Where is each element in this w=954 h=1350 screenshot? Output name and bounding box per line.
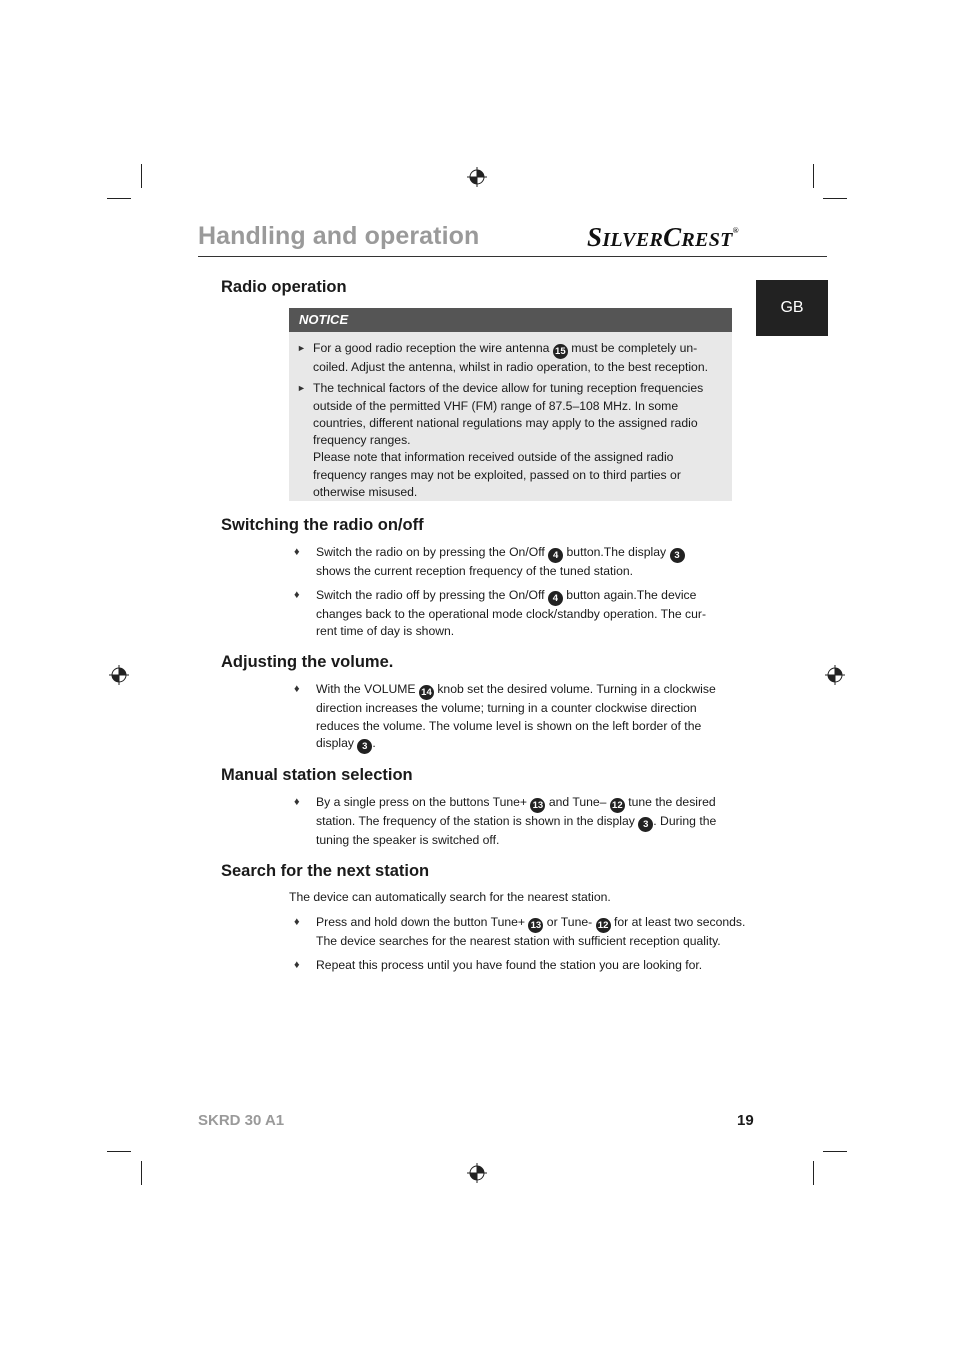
registration-mark-icon <box>467 167 487 187</box>
notice-label: NOTICE <box>289 308 732 332</box>
footer-model-number: SKRD 30 A1 <box>198 1112 285 1129</box>
language-tab: GB <box>756 280 828 336</box>
registration-mark-icon <box>109 665 129 685</box>
crop-mark <box>823 1151 847 1152</box>
page-header-title: Handling and operation <box>198 222 480 250</box>
section-heading-switching: Switching the radio on/off <box>221 516 424 534</box>
page-number: 19 <box>737 1112 754 1129</box>
list-item: ♦ With the VOLUME 14 knob set the desired volume. Turning in a clockwise direction increases the volume; turning in a counter clockwise direction reduces the volume. The volume level is shown on the left border of the display 3 . <box>294 682 716 753</box>
notice-box <box>289 308 732 501</box>
callout-number: 3 <box>670 548 685 563</box>
crop-mark <box>813 164 814 188</box>
crop-mark <box>107 198 131 199</box>
volume-list <box>289 681 739 760</box>
crop-mark <box>813 1161 814 1185</box>
callout-number: 15 <box>553 344 568 359</box>
diamond-bullet-icon: ♦ <box>294 546 300 558</box>
search-list <box>289 914 746 980</box>
registration-mark-icon <box>467 1163 487 1183</box>
diamond-bullet-icon: ♦ <box>294 916 300 928</box>
header-divider <box>198 256 827 257</box>
arrow-bullet-icon: ► <box>297 383 306 394</box>
crop-mark <box>141 164 142 188</box>
callout-number: 12 <box>596 918 611 933</box>
callout-number: 3 <box>357 739 372 754</box>
callout-number: 13 <box>528 918 543 933</box>
brand-logo: SILVERCREST® <box>587 222 739 252</box>
callout-number: 4 <box>548 591 563 606</box>
callout-number: 4 <box>548 548 563 563</box>
list-item: ♦ Switch the radio off by pressing the On/Off 4 button again.The device changes back to the operational mode clock/standby operation. The cur- rent time of day is shown. <box>294 587 707 639</box>
list-item: ♦ By a single press on the buttons Tune+ 13 and Tune– 12 tune the desired station. The frequency of the station is shown in the display 3 . During the tuning the speaker is switched off. <box>294 795 717 847</box>
diamond-bullet-icon: ♦ <box>294 683 300 695</box>
crop-mark <box>107 1151 131 1152</box>
list-item: ♦ Press and hold down the button Tune+ 13 or Tune- 12 for at least two seconds. The device searches for the nearest station with sufficient reception quality. <box>294 915 746 948</box>
crop-mark <box>141 1161 142 1185</box>
section-heading-volume: Adjusting the volume. <box>221 653 394 671</box>
diamond-bullet-icon: ♦ <box>294 796 300 808</box>
callout-number: 3 <box>638 817 653 832</box>
notice-item: ► For a good radio reception the wire antenna 15 must be completely un- coiled. Adjust the antenna, whilst in radio operation, to the best reception. <box>297 341 708 374</box>
notice-item: ► The technical factors of the device allow for tuning reception frequencies outside of the permitted VHF (FM) range of 87.5–108 MHz. In some countries, different national regulations may apply to the assigned radio frequency ranges. Please note that information received outside of the assigned radio frequency ranges may not be exploited, passed on to third parties or otherwise misused. <box>297 381 704 500</box>
list-item: ♦ Repeat this process until you have found the station you are looking for. <box>289 957 739 975</box>
callout-number: 14 <box>419 685 434 700</box>
manual-list <box>289 794 739 856</box>
search-intro: The device can automatically search for the nearest station. <box>289 890 611 904</box>
crop-mark <box>823 198 847 199</box>
section-heading-search: Search for the next station <box>221 862 430 880</box>
callout-number: 12 <box>610 798 625 813</box>
arrow-bullet-icon: ► <box>297 343 306 353</box>
diamond-bullet-icon: ♦ <box>294 958 300 971</box>
list-item: ♦ Switch the radio on by pressing the On/Off 4 button.The display 3 shows the current reception frequency of the tuned station. <box>289 544 739 581</box>
registration-mark-icon <box>825 665 845 685</box>
notice-body <box>289 340 732 505</box>
switching-list <box>289 544 739 647</box>
section-heading-manual: Manual station selection <box>221 766 413 784</box>
diamond-bullet-icon: ♦ <box>294 588 300 601</box>
callout-number: 13 <box>530 798 545 813</box>
section-heading-radio-operation: Radio operation <box>221 278 347 296</box>
